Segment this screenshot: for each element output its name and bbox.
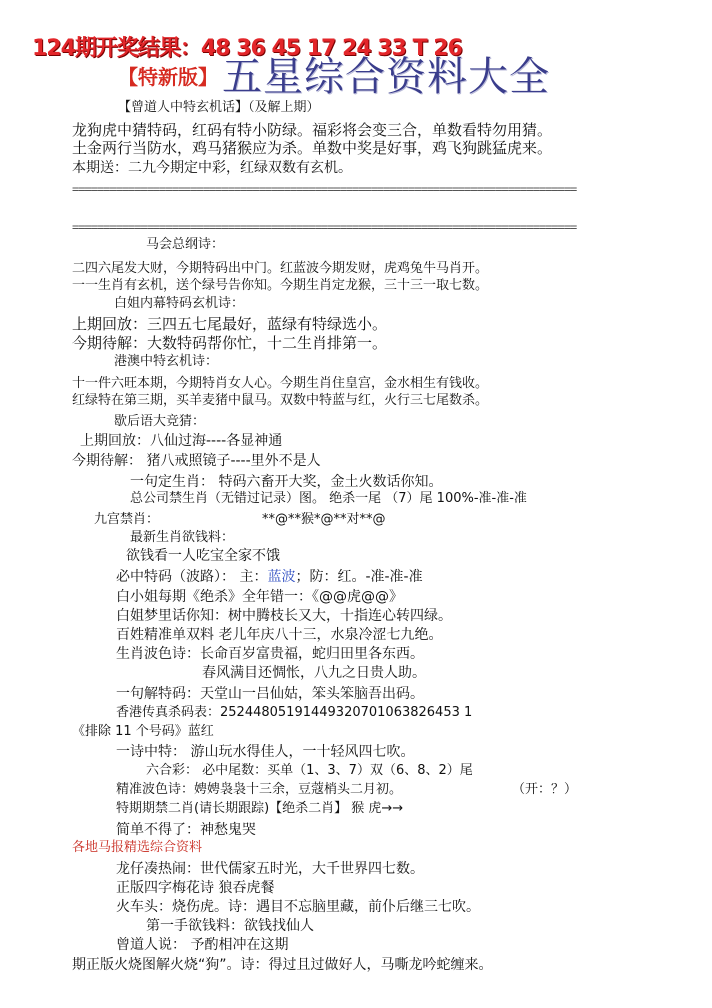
section-header-hk: 港澳中特玄机诗： (114, 354, 219, 369)
text-line: 第一手欲钱料：欲钱找仙人 (146, 918, 314, 934)
text-line: 生肖波色诗：长命百岁富贵福，蛇归田里各东西。 (116, 646, 424, 662)
text-line: 一句解特码：天堂山一吕仙姑，笨头笨脑吾出码。 (116, 686, 424, 702)
text-line: 精准波色诗：娉娉袅袅十三余，豆蔻梢头二月初。 (116, 782, 403, 797)
text-line: 一句定生肖： 特码六畜开大奖，金土火数话你知。 (130, 474, 443, 490)
text-line: 白姐梦里话你知：树中腾枝长又大，十指连心转四绿。 (116, 608, 452, 624)
text-line: 九宫禁肖： (94, 512, 160, 527)
edition-badge: 【特新版】 (118, 65, 218, 89)
text-line: 本期送：二九今期定中彩，红绿双数有玄机。 (72, 160, 352, 176)
text-line: 香港传真杀码表：25244805191449320701063826453 1 (116, 705, 473, 720)
highlight-blue: 蓝波 (267, 569, 296, 585)
text-span: 必中特码（波路）： 主： (116, 569, 268, 585)
page-title: 五星综合资料大全 (222, 54, 550, 100)
text-line: **@**猴*@**对**@ (262, 512, 386, 527)
text-line: 春风满目还惆怅，八九之日贵人助。 (202, 665, 426, 681)
text-line: 六合彩： 必中尾数：买单（1、3、7）双（6、8、2）尾 (146, 763, 473, 778)
text-line: 今期待解：大数特码帮你忙，十二生肖排第一。 (72, 334, 388, 352)
text-line: 火车头：烧伤虎。诗：遇目不忘脑里藏，前仆后继三七吹。 (116, 899, 480, 915)
text-line: 今期待解： 猪八戒照镜子----里外不是人 (72, 453, 321, 469)
text-line: 《排除 11 个号码》蓝红 (72, 724, 214, 739)
text-line (116, 569, 423, 585)
text-span: ；防：红。-准-准-准 (295, 569, 423, 585)
text-line: 特期期禁二肖(请长期跟踪)【绝杀二肖】 猴 虎→→ (116, 801, 404, 816)
text-line: 欲钱看一人吃宝全家不饿 (126, 548, 280, 564)
text-line: 一诗中特： 游山玩水得佳人，一十轻风四七吹。 (116, 744, 415, 760)
lottery-result-banner: 124期开奖结果：48 36 45 17 24 33 T 26 (32, 36, 462, 61)
text-line: 龙狗虎中猜特码，红码有特小防绿。福彩将会变三合，单数看特勿用猜。 (72, 121, 553, 139)
text-line: 上期回放：八仙过海----各显神通 (80, 433, 283, 449)
text-line: 一一生肖有玄机，送个绿号告你知。今期生肖定龙猴，三十三一取七数。 (72, 278, 489, 293)
text-line: 最新生肖欲钱料： (130, 530, 235, 545)
section-header-baijie: 白姐内幕特码玄机诗： (114, 296, 245, 311)
section-header-regional: 各地马报精选综合资料 (72, 840, 203, 855)
text-line: 期正版火烧图解火烧“狗”。诗：得过且过做好人，马嘶龙吟蛇缠来。 (72, 957, 493, 973)
text-line: 二四六尾发大财，今期特码出中门。红蓝波今期发财，虎鸡兔牛马肖开。 (72, 261, 489, 276)
text-line: 土金两行当防水，鸡马猪猴应为杀。单数中奖是好事，鸡飞狗跳猛虎来。 (72, 139, 553, 157)
text-line: 曾道人说： 予酌相冲在这期 (116, 937, 289, 953)
text-line: 上期回放：三四五七尾最好，蓝绿有特绿选小。 (72, 315, 388, 333)
separator-line: ================================================================================= (72, 220, 577, 234)
text-line: 龙仔凑热闹：世代儒家五时光，大千世界四七数。 (116, 861, 424, 877)
section-header-xiehouyu: 歇后语大竞猜： (114, 414, 206, 429)
text-line: 百姓精准单双料 老儿年庆八十三，水泉冷涩七九绝。 (116, 627, 443, 643)
text-line: （开：？） (512, 782, 578, 797)
separator-line: ================================================================================= (72, 182, 577, 196)
text-line: 正版四字梅花诗 狼吞虎餐 (116, 880, 275, 896)
section-header-horse: 马会总纲诗： (146, 237, 225, 252)
section-header-zengdaoren: 【曾道人中特玄机话】（及解上期） (118, 100, 320, 115)
text-line: 红绿特在第三期，买羊麦猪中鼠马。双数中特蓝与红，火行三七尾数杀。 (72, 393, 489, 408)
text-line: 简单不得了：神愁鬼哭 (116, 822, 256, 838)
text-line: 总公司禁生肖（无错过记录）图。 绝杀一尾 （7）尾 100%-准-准-准 (130, 491, 527, 506)
text-line: 十一件六旺本期，今期特肖女人心。今期生肖住皇宫，金水相生有钱收。 (72, 376, 489, 391)
text-line: 白小姐每期《绝杀》全年错一：《@@虎@@》 (116, 589, 403, 605)
